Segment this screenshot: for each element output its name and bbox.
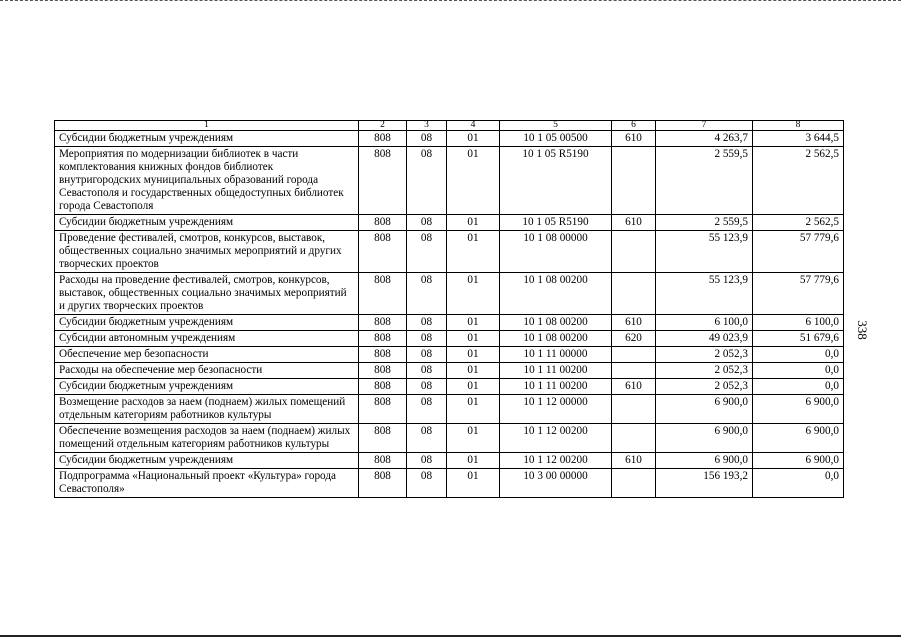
col-header-3: 3: [407, 121, 447, 131]
amount-year-1: 2 052,3: [656, 379, 753, 395]
subsection-code: 01: [447, 469, 500, 498]
table-row: [55, 315, 844, 331]
target-article: 10 1 08 00200: [500, 273, 612, 315]
row-name: Мероприятия по модернизации библиотек в части комплектования книжных фондов библиотек внутригородских муниципальных образований города Севастополя и государственных общедоступных библиотек города Севастополя: [55, 147, 359, 215]
expense-type: [612, 347, 656, 363]
ministry-code: 808: [359, 273, 407, 315]
table-row: [55, 453, 844, 469]
expense-type: [612, 147, 656, 215]
row-name: Обеспечение мер безопасности: [55, 347, 359, 363]
ministry-code: 808: [359, 131, 407, 147]
subsection-code: 01: [447, 347, 500, 363]
expense-type: [612, 363, 656, 379]
section-code: 08: [407, 453, 447, 469]
amount-year-2: 6 900,0: [753, 453, 844, 469]
amount-year-1: 4 263,7: [656, 131, 753, 147]
expense-type: 610: [612, 379, 656, 395]
target-article: 10 1 12 00200: [500, 424, 612, 453]
ministry-code: 808: [359, 215, 407, 231]
row-name: Обеспечение возмещения расходов за наем (поднаем) жилых помещений отдельным категориям работников культуры: [55, 424, 359, 453]
scan-bottom-edge: [0, 635, 901, 637]
row-name: Субсидии автономным учреждениям: [55, 331, 359, 347]
row-name: Субсидии бюджетным учреждениям: [55, 453, 359, 469]
section-code: 08: [407, 395, 447, 424]
section-code: 08: [407, 469, 447, 498]
target-article: 10 1 11 00000: [500, 347, 612, 363]
amount-year-1: 6 100,0: [656, 315, 753, 331]
ministry-code: 808: [359, 395, 407, 424]
amount-year-2: 2 562,5: [753, 147, 844, 215]
amount-year-1: 2 052,3: [656, 347, 753, 363]
table-row: [55, 424, 844, 453]
col-header-7: 7: [656, 121, 753, 131]
expense-type: 610: [612, 453, 656, 469]
target-article: 10 1 11 00200: [500, 379, 612, 395]
amount-year-1: 156 193,2: [656, 469, 753, 498]
subsection-code: 01: [447, 215, 500, 231]
table-row: [55, 215, 844, 231]
amount-year-2: 6 900,0: [753, 424, 844, 453]
page-number: 338: [854, 320, 870, 340]
section-code: 08: [407, 131, 447, 147]
subsection-code: 01: [447, 424, 500, 453]
header-row: [55, 121, 844, 131]
col-header-1: 1: [55, 121, 359, 131]
subsection-code: 01: [447, 131, 500, 147]
ministry-code: 808: [359, 231, 407, 273]
ministry-code: 808: [359, 379, 407, 395]
ministry-code: 808: [359, 331, 407, 347]
target-article: 10 3 00 00000: [500, 469, 612, 498]
table-row: [55, 147, 844, 215]
table-row: [55, 273, 844, 315]
target-article: 10 1 11 00200: [500, 363, 612, 379]
section-code: 08: [407, 147, 447, 215]
target-article: 10 1 05 00500: [500, 131, 612, 147]
amount-year-1: 6 900,0: [656, 395, 753, 424]
row-name: Субсидии бюджетным учреждениям: [55, 379, 359, 395]
table-row: [55, 363, 844, 379]
section-code: 08: [407, 363, 447, 379]
row-name: Подпрограмма «Национальный проект «Культура» города Севастополя»: [55, 469, 359, 498]
section-code: 08: [407, 331, 447, 347]
table-row: [55, 469, 844, 498]
ministry-code: 808: [359, 469, 407, 498]
row-name: Субсидии бюджетным учреждениям: [55, 215, 359, 231]
table-body: [55, 131, 844, 498]
section-code: 08: [407, 315, 447, 331]
row-name: Расходы на проведение фестивалей, смотров, конкурсов, выставок, общественных социально значимых мероприятий и других творческих проектов: [55, 273, 359, 315]
amount-year-2: 57 779,6: [753, 273, 844, 315]
amount-year-2: 2 562,5: [753, 215, 844, 231]
amount-year-1: 49 023,9: [656, 331, 753, 347]
table-row: [55, 131, 844, 147]
ministry-code: 808: [359, 453, 407, 469]
target-article: 10 1 12 00000: [500, 395, 612, 424]
amount-year-2: 3 644,5: [753, 131, 844, 147]
section-code: 08: [407, 379, 447, 395]
amount-year-1: 6 900,0: [656, 424, 753, 453]
expense-type: 610: [612, 315, 656, 331]
table-row: [55, 231, 844, 273]
target-article: 10 1 05 R5190: [500, 147, 612, 215]
table-row: [55, 379, 844, 395]
col-header-6: 6: [612, 121, 656, 131]
subsection-code: 01: [447, 331, 500, 347]
table-row: [55, 395, 844, 424]
amount-year-2: 0,0: [753, 363, 844, 379]
expense-type: 620: [612, 331, 656, 347]
ministry-code: 808: [359, 347, 407, 363]
section-code: 08: [407, 215, 447, 231]
budget-table: [54, 120, 844, 498]
amount-year-2: 0,0: [753, 379, 844, 395]
subsection-code: 01: [447, 395, 500, 424]
subsection-code: 01: [447, 147, 500, 215]
amount-year-1: 6 900,0: [656, 453, 753, 469]
table-row: [55, 331, 844, 347]
amount-year-2: 6 100,0: [753, 315, 844, 331]
expense-type: [612, 231, 656, 273]
section-code: 08: [407, 347, 447, 363]
row-name: Субсидии бюджетным учреждениям: [55, 315, 359, 331]
target-article: 10 1 08 00200: [500, 331, 612, 347]
subsection-code: 01: [447, 363, 500, 379]
ministry-code: 808: [359, 363, 407, 379]
row-name: Возмещение расходов за наем (поднаем) жилых помещений отдельным категориям работников культуры: [55, 395, 359, 424]
section-code: 08: [407, 424, 447, 453]
amount-year-1: 2 559,5: [656, 147, 753, 215]
amount-year-1: 55 123,9: [656, 231, 753, 273]
row-name: Расходы на обеспечение мер безопасности: [55, 363, 359, 379]
ministry-code: 808: [359, 147, 407, 215]
row-name: Субсидии бюджетным учреждениям: [55, 131, 359, 147]
amount-year-2: 0,0: [753, 347, 844, 363]
subsection-code: 01: [447, 315, 500, 331]
col-header-8: 8: [753, 121, 844, 131]
subsection-code: 01: [447, 379, 500, 395]
col-header-4: 4: [447, 121, 500, 131]
amount-year-1: 2 559,5: [656, 215, 753, 231]
amount-year-2: 51 679,6: [753, 331, 844, 347]
amount-year-2: 57 779,6: [753, 231, 844, 273]
section-code: 08: [407, 231, 447, 273]
target-article: 10 1 08 00200: [500, 315, 612, 331]
expense-type: [612, 395, 656, 424]
table-row: [55, 347, 844, 363]
subsection-code: 01: [447, 453, 500, 469]
col-header-5: 5: [500, 121, 612, 131]
target-article: 10 1 05 R5190: [500, 215, 612, 231]
target-article: 10 1 12 00200: [500, 453, 612, 469]
amount-year-2: 6 900,0: [753, 395, 844, 424]
scan-top-edge: [0, 0, 901, 1]
amount-year-1: 55 123,9: [656, 273, 753, 315]
expense-type: 610: [612, 131, 656, 147]
expense-type: 610: [612, 215, 656, 231]
expense-type: [612, 469, 656, 498]
subsection-code: 01: [447, 273, 500, 315]
col-header-2: 2: [359, 121, 407, 131]
ministry-code: 808: [359, 424, 407, 453]
expense-type: [612, 424, 656, 453]
target-article: 10 1 08 00000: [500, 231, 612, 273]
expense-type: [612, 273, 656, 315]
ministry-code: 808: [359, 315, 407, 331]
section-code: 08: [407, 273, 447, 315]
subsection-code: 01: [447, 231, 500, 273]
amount-year-1: 2 052,3: [656, 363, 753, 379]
amount-year-2: 0,0: [753, 469, 844, 498]
row-name: Проведение фестивалей, смотров, конкурсов, выставок, общественных социально значимых мероприятий и других творческих проектов: [55, 231, 359, 273]
